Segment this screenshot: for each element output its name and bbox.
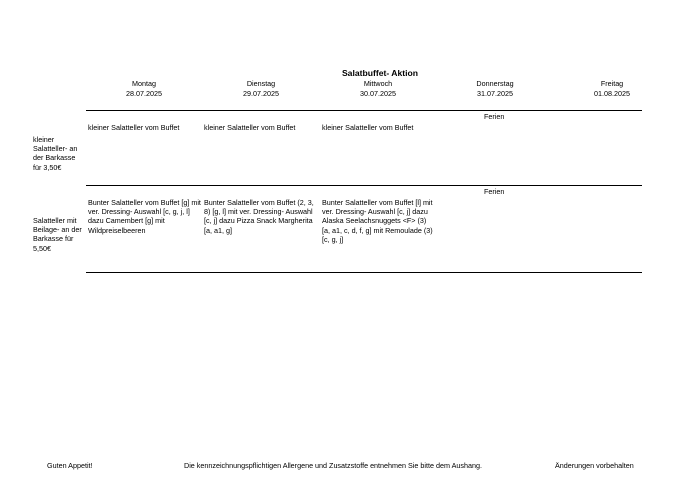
footer-allergen-note: Die kennzeichnungspflichtigen Allergene und Zusatzstoffe entnehmen Sie bitte dem Aushang.: [184, 461, 482, 470]
day-date: 31.07.2025: [477, 88, 513, 98]
day-header-dienstag: [201, 79, 321, 98]
day-name: Freitag: [600, 79, 624, 88]
day-name: Dienstag: [246, 79, 276, 88]
day-header-mittwoch: [318, 79, 438, 98]
row-divider-bottom: [86, 272, 642, 273]
row-label-kleiner-salatteller: kleiner Salatteller- an der Barkasse für 3,50€: [33, 135, 78, 172]
menu-cell: Bunter Salatteller vom Buffet (2, 3, 8) [g, l] mit ver. Dressing- Auswahl [c, j] dazu Pizza Snack Margherita [a, a1, g]: [204, 198, 314, 235]
menu-cell: kleiner Salatteller vom Buffet: [322, 123, 414, 132]
ferien-note: Ferien: [484, 112, 505, 121]
row-divider-top: [86, 110, 642, 111]
day-name: Donnerstag: [476, 79, 514, 88]
day-header-montag: [84, 79, 204, 98]
day-name: Montag: [132, 79, 156, 88]
footer-greeting: Guten Appetit!: [47, 461, 93, 470]
menu-cell: Bunter Salatteller vom Buffet [l] mit ver. Dressing- Auswahl [c, j] dazu Alaska Seelachsnuggets <F> (3) [a, a1, c, d, f, g] mit Remoulade (3) [c, g, j]: [322, 198, 433, 244]
page-title: Salatbuffet- Aktion: [341, 68, 419, 78]
day-date: 30.07.2025: [360, 88, 396, 98]
ferien-note: Ferien: [484, 187, 505, 196]
day-header-freitag: [552, 79, 672, 98]
day-date: 01.08.2025: [594, 88, 630, 98]
row-divider-middle: [86, 185, 642, 186]
menu-cell: kleiner Salatteller vom Buffet: [204, 123, 296, 132]
day-name: Mittwoch: [363, 79, 393, 88]
menu-cell: Bunter Salatteller vom Buffet [g] mit ver. Dressing- Auswahl [c, g, j, l] dazu Camembert [g] mit Wildpreiselbeeren: [88, 198, 201, 235]
day-header-donnerstag: [435, 79, 555, 98]
row-label-salatteller-mit-beilage: Salatteller mit Beilage- an der Barkasse für 5,50€: [33, 216, 82, 253]
day-date: 28.07.2025: [126, 88, 162, 98]
menu-cell: kleiner Salatteller vom Buffet: [88, 123, 180, 132]
day-date: 29.07.2025: [243, 88, 279, 98]
footer-changes-note: Änderungen vorbehalten: [555, 461, 634, 470]
